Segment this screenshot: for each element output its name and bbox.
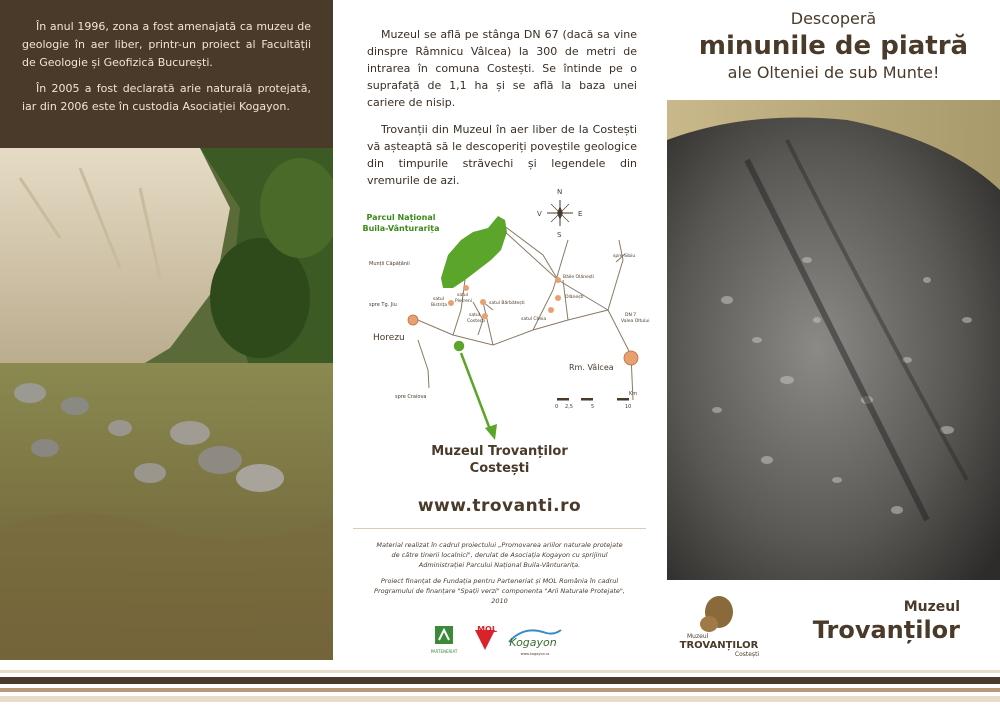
kogayon-logo	[509, 630, 561, 656]
scale-unit: Km	[629, 391, 638, 397]
scale-1: 2,5	[565, 404, 573, 410]
left-panel	[0, 0, 333, 660]
label-barbatesti: satul Bărbătești	[489, 301, 525, 306]
scale-bar	[557, 398, 629, 401]
cover-heading	[667, 8, 1000, 84]
trovant-stone-photo	[667, 100, 1000, 580]
museum-arrow-icon	[485, 424, 497, 440]
park-label-1: Parcul Național	[366, 213, 436, 222]
label-costesti-1: satul	[469, 313, 480, 318]
label-pietreni-1: satul	[457, 293, 468, 298]
sponsor-logos	[423, 622, 583, 658]
label-bistrita-1: satul	[433, 297, 444, 302]
sponsor-fp-label: PARTENERIAT	[430, 649, 458, 654]
village-cheia-marker	[548, 307, 554, 313]
village-olanesti-marker	[555, 295, 561, 301]
museum-name: Muzeul Trovanților	[431, 444, 568, 459]
label-spre-craiova: spre Craiova	[395, 394, 427, 400]
quarry-photo	[0, 148, 333, 660]
heading-line-2: minunile de piatră	[698, 31, 969, 61]
village-costesti-marker	[482, 313, 488, 319]
logo-line-1: Muzeul	[687, 633, 709, 640]
stripe	[0, 688, 1000, 692]
location-paragraph-1: Muzeul se află pe stânga DN 67 (dacă sa vine dinspre Râmnicu Vâlcea) la 300 de metri de intrarea în comuna Costești. Se întinde pe o suprafață de 1,1 ha și se află la baza unei cariere de nisip.	[367, 28, 637, 109]
village-barbatesti-marker	[480, 299, 486, 305]
logo-line-3: Costești	[734, 651, 760, 658]
label-dn7-2: Valea Oltului	[621, 319, 650, 324]
credits-project: Material realizat în cadrul proiectului „Promovarea ariilor naturale protejate de către tinerii localnici", derulat de Asociația Kogayon cu sprijinul Administrației Parcului Național Buila-Vânturarița.	[376, 541, 623, 569]
museum-logo	[669, 586, 769, 658]
label-rm-valcea: Rm. Vâlcea	[569, 363, 614, 372]
sponsor-kogayon-label: Kogayon	[509, 636, 557, 649]
label-baile-olanesti: Băile Olănești	[563, 275, 595, 280]
history-paragraph-2: În 2005 a fost declarată arie naturală protejată, iar din 2006 este în custodia Asociației Kogayon.	[22, 82, 311, 113]
history-paragraph-1: În anul 1996, zona a fost amenajată ca muzeu de geologie în aer liber, printr-un proiect al Facultății de Geologie și Geofizică București.	[22, 20, 311, 69]
compass-e: E	[578, 210, 583, 218]
label-dn7-1: DN 7	[625, 313, 637, 318]
label-spre-tg-jiu: spre Tg. Jiu	[369, 302, 397, 308]
compass-v: V	[537, 210, 542, 218]
cover-title-line-2: Trovanților	[812, 616, 960, 644]
location-map	[333, 170, 666, 480]
cover-title	[813, 598, 960, 644]
mol-logo	[475, 625, 497, 650]
right-panel	[667, 0, 1000, 660]
museum-marker	[453, 340, 465, 352]
compass-s: S	[557, 231, 562, 239]
park-label-2: Buila-Vânturarița	[362, 224, 440, 233]
museum-location-title	[333, 443, 666, 477]
scale-0: 0	[555, 404, 559, 410]
scale-3: 10	[625, 404, 632, 410]
museum-pointer-line	[461, 353, 491, 432]
stripe	[0, 670, 1000, 673]
museum-town: Costești	[469, 461, 530, 476]
credits	[373, 540, 626, 612]
village-pietreni-marker	[463, 285, 469, 291]
credits-funding: Proiect finanțat de Fundația pentru Parteneriat și MOL România în cadrul Programului de finanțare "Spații verzi" componenta "Arii Naturale Protejate", 2010	[374, 577, 625, 605]
website-link[interactable]: www.trovanti.ro	[417, 496, 582, 516]
label-bistrita-2: Bistrița	[431, 303, 448, 308]
stripe	[0, 696, 1000, 702]
heading-line-3: ale Olteniei de sub Munte!	[727, 63, 940, 82]
heading-line-1: Descoperă	[790, 9, 877, 28]
label-pietreni-2: Pietreni	[455, 299, 473, 304]
history-text-box	[0, 0, 333, 148]
label-horezu: Horezu	[373, 333, 405, 343]
compass-n: N	[557, 188, 563, 196]
middle-panel	[333, 0, 666, 660]
fundatia-parteneriat-logo	[431, 626, 458, 654]
town-horezu-marker	[408, 315, 418, 325]
cover-title-line-1: Muzeul	[903, 599, 960, 615]
scale-2: 5	[591, 404, 595, 410]
village-baile-olanesti-marker	[555, 277, 561, 283]
village-bistrita-marker	[448, 300, 454, 306]
label-spre-sibiu: spre Sibiu	[613, 254, 636, 259]
stripe	[0, 677, 1000, 684]
compass-icon	[547, 200, 573, 226]
label-cheia: satul Cheia	[521, 317, 547, 322]
label-costesti-2: Costești	[467, 319, 486, 324]
divider	[353, 528, 646, 529]
sponsor-kogayon-url: www.kogayon.ro	[520, 652, 550, 656]
bottom-stripes	[0, 660, 1000, 707]
location-paragraph-2: Trovanții din Muzeul în aer liber de la Costești vă așteaptă să le descoperiți poveștile geologice din timpurile străvechi și legendele din vremurile de azi.	[367, 123, 637, 187]
label-muntii: Munții Căpățânii	[369, 261, 410, 267]
label-olanesti: Olănești	[565, 295, 584, 300]
sponsor-mol-label: MOL	[477, 625, 497, 634]
logo-line-2: TROVANȚILOR	[679, 640, 759, 651]
town-rm-valcea-marker	[624, 351, 638, 365]
